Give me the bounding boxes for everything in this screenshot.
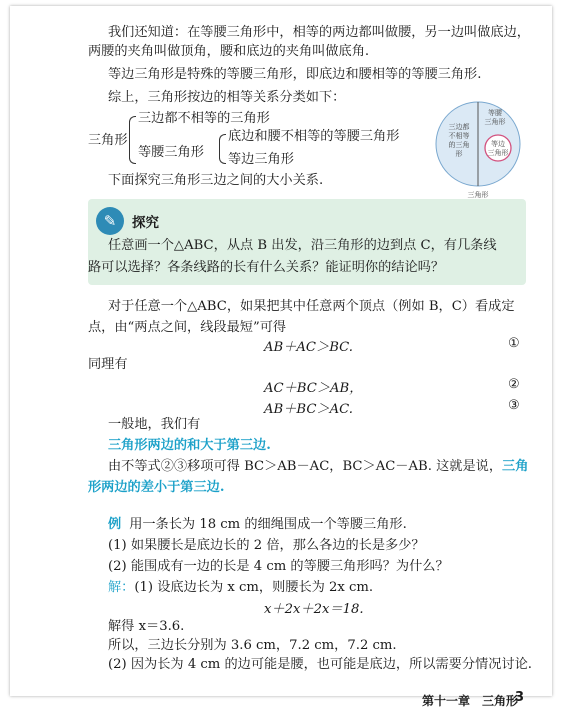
equation-number: ③ <box>508 398 520 413</box>
triangle-classification-diagram <box>428 96 528 201</box>
brace <box>129 116 136 164</box>
classification-isosceles: 等腰三角形 <box>138 145 204 160</box>
paragraph-line: 两腰的夹角叫做顶角，腰和底边的夹角叫做底角. <box>88 44 370 59</box>
explore-line: 路可以选择？各条线路的长有什么关系？能证明你的结论吗？ <box>88 260 445 275</box>
diagram-caption: 三角形 <box>467 191 489 199</box>
solution-text: (1) 设底边长为 x cm，则腰长为 2x cm. <box>134 580 374 595</box>
diagram-right-text: 三角形 <box>484 118 506 126</box>
solution-label: 解： <box>108 580 135 595</box>
page-number: 3 <box>515 690 525 705</box>
diagram-inner-text: 等边 <box>491 140 505 148</box>
diagram-inner-text: 三角形 <box>487 149 509 157</box>
theorem-difference: 三角 <box>502 459 529 474</box>
diagram-left-text: 形 <box>455 150 463 158</box>
equation-2: AC＋BC＞AB， <box>264 381 363 396</box>
classification-non-equilateral: 底边和腰不相等的等腰三角形 <box>228 129 400 144</box>
example-label: 例 <box>108 517 122 532</box>
solution-line: 所以，三边长分别为 3.6 cm，7.2 cm，7.2 cm. <box>108 638 397 653</box>
classification-scalene: 三边都不相等的三角形 <box>138 111 270 126</box>
explore-title: 探究 <box>132 215 159 231</box>
example-question: (2) 能围成有一边的长是 4 cm 的等腰三角形吗？为什么？ <box>108 559 449 574</box>
paragraph-line: 我们还知道：在等腰三角形中，相等的两边都叫做腰，另一边叫做底边， <box>108 25 530 40</box>
diagram-right-text: 等腰 <box>488 109 502 117</box>
equation-3: AB＋BC＞AC. <box>264 402 353 417</box>
paragraph-line: 对于任意一个△ABC，如果把其中任意两个顶点（例如 B，C）看成定 <box>108 299 515 314</box>
brace <box>219 134 226 164</box>
paragraph-line: 点，由“两点之间，线段最短”可得 <box>88 320 287 335</box>
solution-line: 解得 x＝3.6. <box>108 619 185 634</box>
paragraph-line: 下面探究三角形三边之间的大小关系. <box>108 173 324 188</box>
diagram-left-text: 的三角 <box>448 141 470 149</box>
solution-line: (2) 因为长为 4 cm 的边可能是腰，也可能是底边，所以需要分情况讨论. <box>108 657 532 672</box>
classification-root: 三角形 <box>88 133 128 148</box>
theorem-difference: 形两边的差小于第三边. <box>88 480 225 495</box>
equation-1: AB＋AC＞BC. <box>264 340 353 355</box>
paragraph-line: 同理有 <box>88 357 128 372</box>
equation-number: ② <box>508 377 520 392</box>
paragraph-line: 一般地，我们有 <box>108 417 201 432</box>
classification-equilateral: 等边三角形 <box>228 152 294 167</box>
solution-line <box>108 579 373 597</box>
explore-line: 任意画一个△ABC，从点 B 出发，沿三角形的边到点 C，有几条线 <box>108 238 497 253</box>
solution-equation: x＋2x＋2x＝18. <box>264 602 364 617</box>
paragraph-line: 综上，三角形按边的相等关系分类如下： <box>108 90 346 105</box>
chapter-footer: 第十一章 三角形 <box>422 694 519 708</box>
paragraph-text: 由不等式②③移项可得 BC＞AB－AC，BC＞AC－AB. 这就是说， <box>108 459 503 474</box>
example-question: (1) 如果腰长是底边长的 2 倍，那么各边的长是多少？ <box>108 538 425 553</box>
diagram-left-text: 三边都 <box>448 123 470 131</box>
example-text: 用一条长为 18 cm 的细绳围成一个等腰三角形. <box>129 517 407 532</box>
diagram-left-text: 不相等 <box>448 132 470 140</box>
example-line <box>108 516 407 534</box>
paragraph-line <box>108 458 528 476</box>
explore-box <box>88 199 526 285</box>
pencil-icon: ✎ <box>96 207 124 235</box>
theorem-sum: 三角形两边的和大于第三边. <box>108 438 271 453</box>
textbook-page <box>10 6 552 708</box>
paragraph-line: 等边三角形是特殊的等腰三角形，即底边和腰相等的等腰三角形. <box>108 67 482 82</box>
equation-number: ① <box>508 336 520 351</box>
